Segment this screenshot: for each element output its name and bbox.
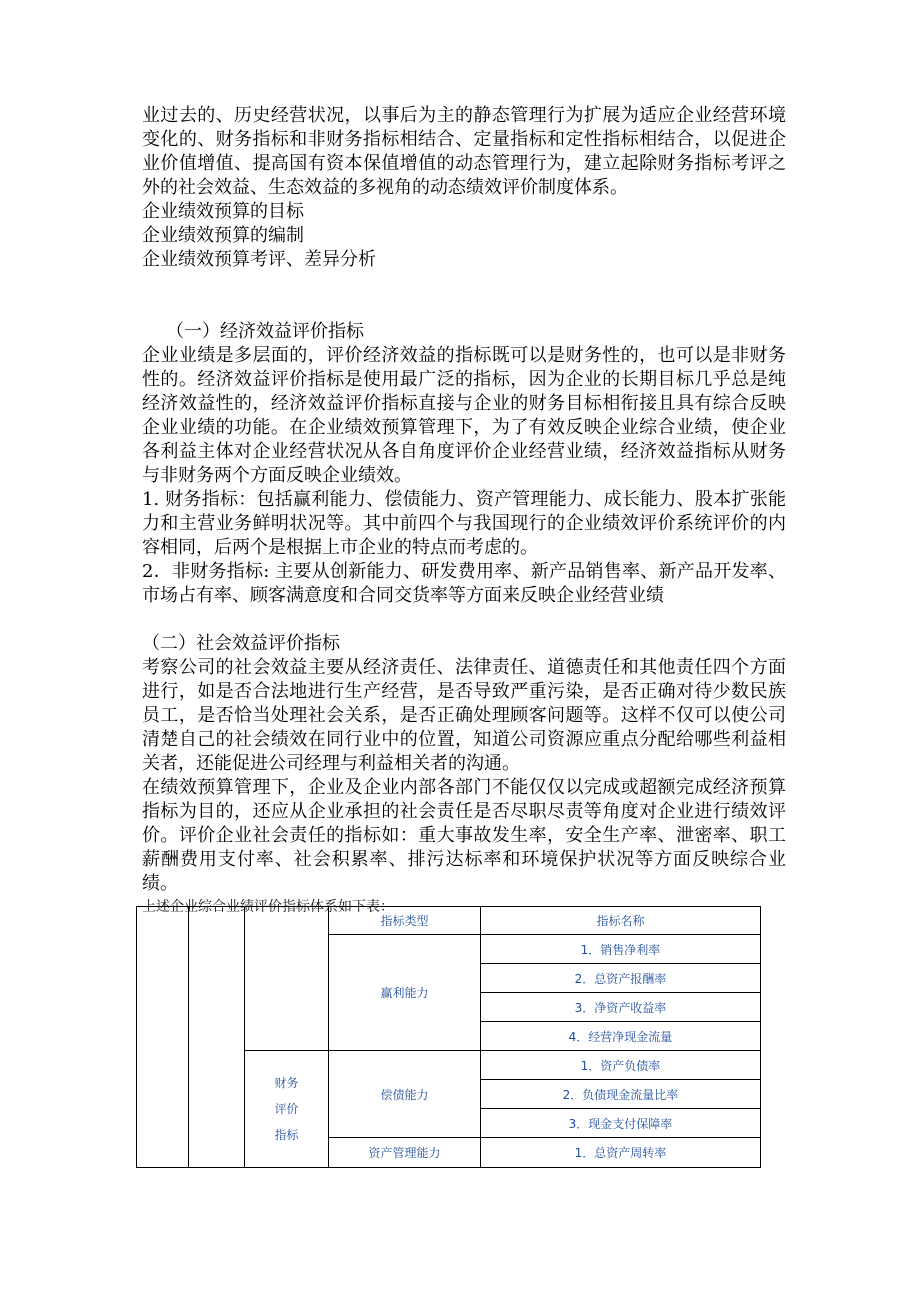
indicator-name-cell: 1．资产负债率 xyxy=(481,1051,761,1080)
intro-item-compilation: 企业绩效预算的编制 xyxy=(142,225,304,246)
section2-paragraph-1: 考察公司的社会效益主要从经济责任、法律责任、道德责任和其他责任四个方面进行，如是否合法地进行生产经营，是否导致严重污染，是否正确对待少数民族员工，是否恰当处理社会关系，是否正确处理顾客问题等。这样不仅可以使公司清楚自己的社会绩效在同行业中的位置，知道公司资源应重点分配给哪些利益相关者，还能促进公司经理与利益相关者的沟通。 xyxy=(142,657,786,774)
intro-item-evaluation: 企业绩效预算考评、差异分析 xyxy=(142,249,376,270)
category-label xyxy=(245,1070,328,1148)
spacer xyxy=(142,272,786,320)
section1-point-nonfinancial: 2．非财务指标: 主要从创新能力、研发费用率、新产品销售率、新产品开发率、市场占有率、顾客满意度和合同交货率等方面来反映企业经营业绩 xyxy=(142,561,786,606)
spacer xyxy=(142,608,786,632)
header-indicator-type: 指标类型 xyxy=(329,907,481,935)
indicator-type-cell: 资产管理能力 xyxy=(329,1138,481,1168)
indicator-name-cell: 1．总资产周转率 xyxy=(481,1138,761,1168)
table-empty-cell xyxy=(245,907,329,1051)
section1-point-financial: 1. 财务指标：包括赢利能力、偿债能力、资产管理能力、成长能力、股本扩张能力和主营业务鲜明状况等。其中前四个与我国现行的企业绩效评价系统评价的内容相同，后两个是根据上市企业的特点而考虑的。 xyxy=(142,489,786,558)
document-body xyxy=(142,104,786,916)
indicator-type-cell: 偿债能力 xyxy=(329,1051,481,1138)
table-caption: 上述企业综合业绩评价指标体系如下表： xyxy=(142,899,394,915)
category-cell xyxy=(245,1051,329,1168)
indicator-type-cell: 赢利能力 xyxy=(329,935,481,1051)
section1-paragraph: 企业业绩是多层面的，评价经济效益的指标既可以是财务性的，也可以是非财务性的。经济效益评价指标是使用最广泛的指标，因为企业的长期目标几乎总是纯经济效益性的，经济效益评价指标直接与企业的财务目标相衔接且具有综合反映企业业绩的功能。在企业绩效预算管理下，为了有效反映企业综合业绩，使企业各利益主体对企业经营状况从各自角度评价企业经营业绩，经济效益指标从财务与非财务两个方面反映企业绩效。 xyxy=(142,345,786,486)
indicator-name-cell: 4．经营净现金流量 xyxy=(481,1022,761,1051)
category-line: 评价 xyxy=(274,1102,299,1116)
category-line: 财务 xyxy=(274,1076,299,1090)
indicator-name-cell: 2．负债现金流量比率 xyxy=(481,1080,761,1109)
indicator-name-cell: 3．现金支付保障率 xyxy=(481,1109,761,1138)
header-indicator-name: 指标名称 xyxy=(481,907,761,935)
intro-item-goal: 企业绩效预算的目标 xyxy=(142,201,304,222)
section1-title: （一）经济效益评价指标 xyxy=(166,321,364,342)
section2-title: （二）社会效益评价指标 xyxy=(142,633,340,654)
indicator-name-cell: 1．销售净利率 xyxy=(481,935,761,964)
table-empty-cell xyxy=(189,907,245,1168)
indicator-name-cell: 2．总资产报酬率 xyxy=(481,964,761,993)
indicator-name-cell: 3．净资产收益率 xyxy=(481,993,761,1022)
section2-paragraph-2: 在绩效预算管理下，企业及企业内部各部门不能仅仅以完成或超额完成经济预算指标为目的，还应从企业承担的社会责任是否尽职尽责等角度对企业进行绩效评价。评价企业社会责任的指标如：重大事故发生率，安全生产率、泄密率、职工薪酬费用支付率、社会积累率、排污达标率和环境保护状况等方面反映综合业绩。 xyxy=(142,777,786,894)
category-line: 指标 xyxy=(274,1128,299,1142)
metrics-table xyxy=(136,906,761,1168)
intro-paragraph: 业过去的、历史经营状况，以事后为主的静态管理行为扩展为适应企业经营环境变化的、财务指标和非财务指标相结合、定量指标和定性指标相结合，以促进企业价值增值、提高国有资本保值增值的动态管理行为，建立起除财务指标考评之外的社会效益、生态效益的多视角的动态绩效评价制度体系。 xyxy=(142,105,786,198)
table-empty-cell xyxy=(137,907,189,1168)
